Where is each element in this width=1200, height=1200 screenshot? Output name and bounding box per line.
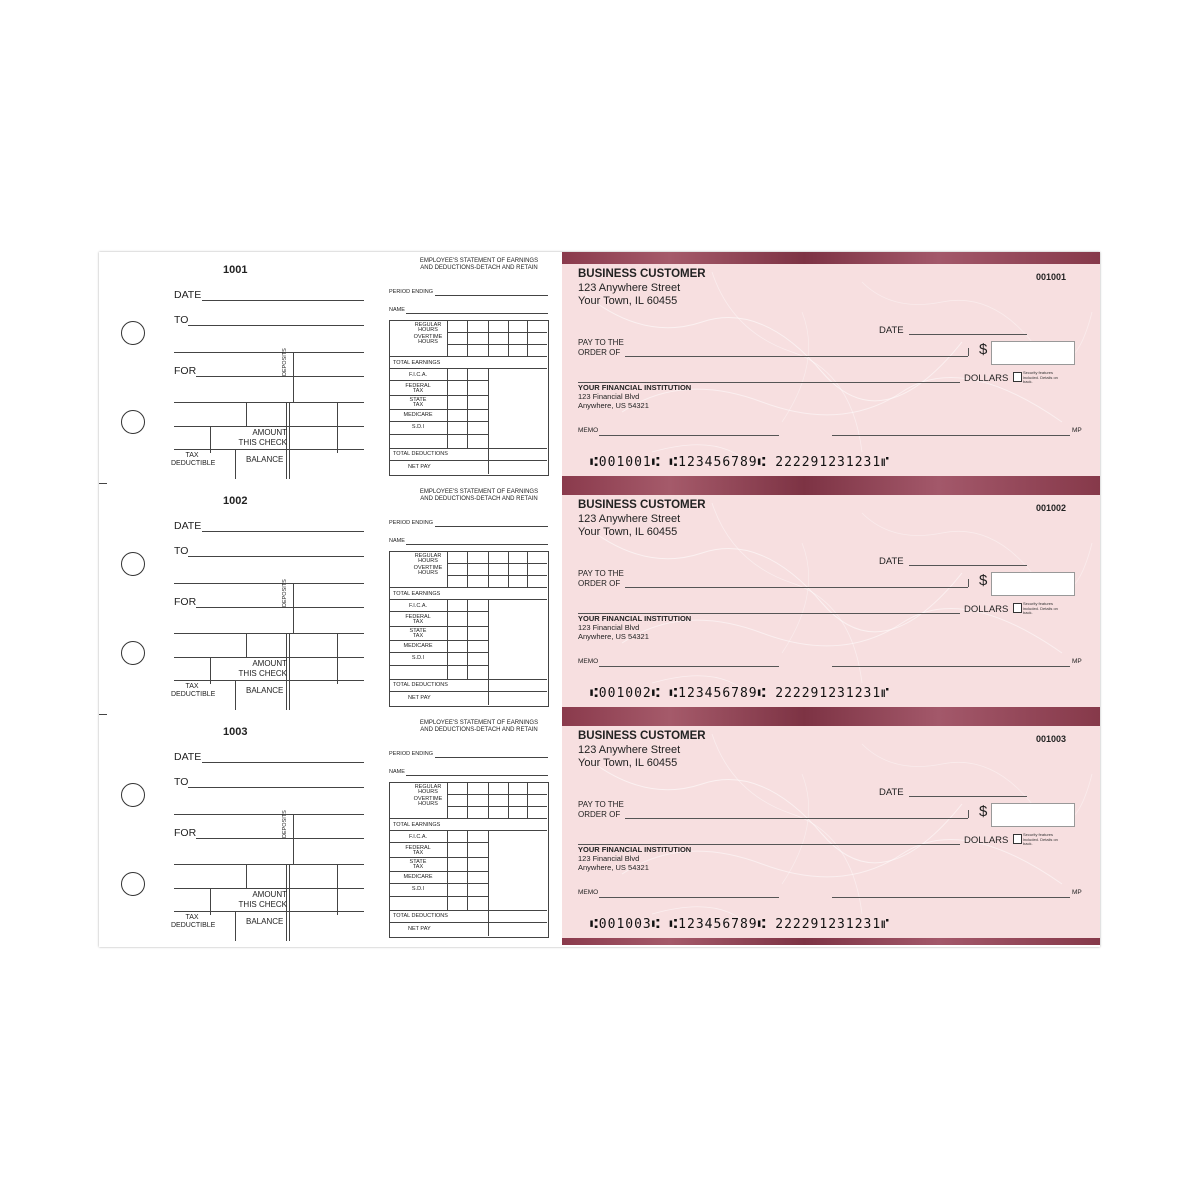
grid-h2 (447, 344, 547, 345)
period-ending-label: PERIOD ENDING (389, 520, 434, 526)
check (562, 714, 1100, 945)
check-date-label: DATE (879, 325, 904, 336)
check-date-line (909, 796, 1027, 797)
stub-deposits-label: DEPOSITS (282, 810, 288, 838)
stub-deposit-divider (293, 814, 294, 864)
dollar-sign: $ (979, 341, 988, 358)
grid-v3 (488, 551, 489, 587)
stub-v1 (246, 633, 247, 657)
amount-box[interactable] (991, 803, 1075, 827)
stub-v4 (337, 864, 338, 915)
amount-box[interactable] (991, 572, 1075, 596)
stub-for-line-right (293, 376, 364, 377)
overtime-hours-label-2: HOURS (418, 339, 438, 345)
check-row (99, 714, 1100, 945)
overtime-hours-label-2: HOURS (418, 801, 438, 807)
pay-to-label-2: ORDER OF (578, 810, 621, 819)
overtime-hours-label-1: OVERTIME (413, 796, 443, 802)
stub-to-line (188, 325, 364, 326)
stub-for-line-right (293, 838, 364, 839)
grid-h9 (389, 665, 488, 666)
stub-to-line (188, 556, 364, 557)
check-top-band (562, 483, 1100, 495)
micr-line: ⑆001003⑆ ⑆123456789⑆ 222291231231⑈ (590, 917, 890, 932)
grid-v4 (508, 551, 509, 587)
grid-h10 (389, 448, 547, 449)
grid-v4 (508, 782, 509, 818)
customer-name: BUSINESS CUSTOMER (578, 499, 706, 511)
stub-number: 1002 (223, 495, 248, 507)
check-number: 001001 (1036, 272, 1067, 282)
dollar-sign: $ (979, 572, 988, 589)
signature-line (832, 897, 1070, 898)
binder-hole (121, 321, 145, 345)
state-tax-label-2: TAX (412, 864, 424, 870)
grid-v4 (508, 320, 509, 356)
binder-hole (121, 872, 145, 896)
bank-name: YOUR FINANCIAL INSTITUTION (578, 845, 692, 854)
grid-h5 (389, 842, 488, 843)
regular-hours-label-2: HOURS (418, 327, 438, 333)
state-tax-label-2: TAX (412, 633, 424, 639)
customer-address-2: Your Town, IL 60455 (578, 757, 678, 769)
bank-address-2: Anywhere, US 54321 (578, 632, 649, 641)
federal-tax-label-2: TAX (412, 388, 424, 394)
stub-deposit-divider (293, 583, 294, 633)
customer-address-1: 123 Anywhere Street (578, 513, 681, 525)
grid-v5 (527, 782, 528, 818)
stub-amount-label-1: AMOUNT (252, 659, 287, 668)
earnings-title-1: EMPLOYEE'S STATEMENT OF EARNINGS (419, 489, 539, 495)
grid-v2 (467, 551, 468, 587)
grid-v8 (488, 830, 489, 910)
check-date-line (909, 565, 1027, 566)
check-row (99, 483, 1100, 714)
earnings-title-1: EMPLOYEE'S STATEMENT OF EARNINGS (419, 720, 539, 726)
federal-tax-label-2: TAX (412, 850, 424, 856)
security-note: Security features included. Details on back. (1023, 370, 1058, 384)
mp-label: MP (1072, 658, 1082, 665)
stub-v1 (246, 402, 247, 426)
customer-address-2: Your Town, IL 60455 (578, 295, 678, 307)
security-note: Security features included. Details on back. (1023, 832, 1058, 846)
grid-h4 (389, 830, 547, 831)
binder-hole (121, 410, 145, 434)
stub-line-a (174, 864, 364, 865)
regular-hours-label-2: HOURS (418, 558, 438, 564)
grid-v2 (467, 320, 468, 356)
grid-v3 (488, 782, 489, 818)
pay-to-label-1: PAY TO THE (578, 569, 624, 578)
grid-h8 (389, 883, 488, 884)
grid-v5 (527, 551, 528, 587)
sdi-label: S.D.I (411, 424, 425, 430)
stub-tax-label-2: DEDUCTIBLE (171, 691, 216, 698)
fica-label: F.I.C.A. (408, 372, 428, 378)
stub-v6 (235, 680, 236, 710)
name-line (406, 544, 548, 545)
name-label: NAME (389, 538, 405, 544)
pay-to-label-2: ORDER OF (578, 579, 621, 588)
dollars-label: DOLLARS (964, 373, 1009, 384)
check-date-line (909, 334, 1027, 335)
state-tax-label-1: STATE (409, 859, 427, 865)
check-number: 001003 (1036, 734, 1067, 744)
sdi-label: S.D.I (411, 886, 425, 892)
grid-h10 (389, 679, 547, 680)
state-tax-label-1: STATE (409, 628, 427, 634)
stub-tax-label-1: TAX (185, 914, 199, 921)
grid-h10 (389, 910, 547, 911)
micr-line: ⑆001002⑆ ⑆123456789⑆ 222291231231⑈ (590, 686, 890, 701)
dollars-label: DOLLARS (964, 604, 1009, 615)
grid-v9 (488, 679, 489, 705)
stub-balance-label: BALANCE (246, 455, 284, 464)
state-tax-label-1: STATE (409, 397, 427, 403)
overtime-hours-label-2: HOURS (418, 570, 438, 576)
grid-h8 (389, 421, 488, 422)
earnings-title-2: AND DEDUCTIONS-DETACH AND RETAIN (420, 496, 538, 502)
grid-h3 (389, 818, 547, 819)
check-date-label: DATE (879, 556, 904, 567)
bank-address-2: Anywhere, US 54321 (578, 401, 649, 410)
signature-line (832, 666, 1070, 667)
period-ending-line (435, 526, 548, 527)
payee-line (625, 818, 968, 819)
grid-h11 (389, 460, 547, 461)
stub-tax-label-2: DEDUCTIBLE (171, 922, 216, 929)
grid-v5 (527, 320, 528, 356)
grid-v8 (488, 368, 489, 448)
grid-h3 (389, 356, 547, 357)
stub-amount-label-2: THIS CHECK (238, 438, 287, 447)
federal-tax-label-2: TAX (412, 619, 424, 625)
period-ending-label: PERIOD ENDING (389, 751, 434, 757)
customer-name: BUSINESS CUSTOMER (578, 730, 706, 742)
total-earnings-label: TOTAL EARNINGS (393, 360, 441, 366)
stub-v6 (235, 449, 236, 479)
customer-address-2: Your Town, IL 60455 (578, 526, 678, 538)
payee-line (625, 587, 968, 588)
stub-to-label: TO (174, 314, 189, 326)
stub-amount-label-1: AMOUNT (252, 428, 287, 437)
grid-h6 (389, 395, 488, 396)
stub-balance-label: BALANCE (246, 686, 284, 695)
bank-name: YOUR FINANCIAL INSTITUTION (578, 383, 692, 392)
check-top-band (562, 714, 1100, 726)
fica-label: F.I.C.A. (408, 603, 428, 609)
binder-hole (121, 552, 145, 576)
grid-h6 (389, 626, 488, 627)
amount-box[interactable] (991, 341, 1075, 365)
micr-line: ⑆001001⑆ ⑆123456789⑆ 222291231231⑈ (590, 455, 890, 470)
grid-h8 (389, 652, 488, 653)
net-pay-label: NET PAY (408, 464, 431, 470)
regular-hours-label-1: REGULAR (414, 322, 442, 328)
stub-line-c (174, 449, 364, 450)
grid-h1 (447, 794, 547, 795)
total-earnings-label: TOTAL EARNINGS (393, 822, 441, 828)
stub-v8 (289, 449, 290, 479)
payee-line (625, 356, 968, 357)
grid-v3 (488, 320, 489, 356)
federal-tax-label-1: FEDERAL (405, 614, 431, 620)
stub-amount-label-2: THIS CHECK (238, 669, 287, 678)
grid-v8 (488, 599, 489, 679)
stub-v3 (289, 633, 290, 684)
check-bottom-band (562, 707, 1100, 714)
stub-to-line (188, 787, 364, 788)
stub-to-line-2 (174, 814, 364, 815)
tear-mark (99, 483, 107, 484)
grid-v2 (467, 782, 468, 818)
federal-tax-label-1: FEDERAL (405, 383, 431, 389)
earnings-title-2: AND DEDUCTIONS-DETACH AND RETAIN (420, 727, 538, 733)
pay-to-label-1: PAY TO THE (578, 800, 624, 809)
check-number: 001002 (1036, 503, 1067, 513)
fica-label: F.I.C.A. (408, 834, 428, 840)
stub-date-line (202, 300, 364, 301)
padlock-icon (1013, 603, 1022, 613)
period-ending-line (435, 295, 548, 296)
grid-h7 (389, 871, 488, 872)
memo-line (599, 435, 779, 436)
sdi-label: S.D.I (411, 655, 425, 661)
memo-line (599, 897, 779, 898)
overtime-hours-label-1: OVERTIME (413, 334, 443, 340)
stub-v3 (289, 402, 290, 453)
stub-line-a (174, 633, 364, 634)
memo-label: MEMO (578, 658, 599, 665)
stub-deposits-label: DEPOSITS (282, 579, 288, 607)
stub-to-line-2 (174, 583, 364, 584)
memo-label: MEMO (578, 889, 599, 896)
mp-label: MP (1072, 427, 1082, 434)
grid-h4 (389, 599, 547, 600)
stub-v6 (235, 911, 236, 941)
dollar-sign: $ (979, 803, 988, 820)
memo-line (599, 666, 779, 667)
customer-name: BUSINESS CUSTOMER (578, 268, 706, 280)
check-bottom-band (562, 476, 1100, 483)
stub-date-label: DATE (174, 751, 202, 763)
check-row (99, 252, 1100, 483)
stub-number: 1001 (223, 264, 248, 276)
period-ending-line (435, 757, 548, 758)
security-note: Security features included. Details on back. (1023, 601, 1058, 615)
stub-to-label: TO (174, 545, 189, 557)
grid-h4 (389, 368, 547, 369)
bank-address-1: 123 Financial Blvd (578, 623, 640, 632)
padlock-icon (1013, 834, 1022, 844)
bank-address-1: 123 Financial Blvd (578, 392, 640, 401)
payee-line-end (968, 810, 969, 818)
stub-for-line (196, 838, 293, 839)
stub-date-label: DATE (174, 520, 202, 532)
grid-h9 (389, 434, 488, 435)
stub-v3 (289, 864, 290, 915)
grid-h1 (447, 332, 547, 333)
customer-address-1: 123 Anywhere Street (578, 744, 681, 756)
stub-deposit-divider (293, 352, 294, 402)
stub-to-line-2 (174, 352, 364, 353)
grid-h9 (389, 896, 488, 897)
medicare-label: MEDICARE (403, 643, 433, 649)
grid-v9 (488, 448, 489, 474)
regular-hours-label-1: REGULAR (414, 784, 442, 790)
stub-for-label: FOR (174, 596, 197, 608)
total-earnings-label: TOTAL EARNINGS (393, 591, 441, 597)
payee-line-end (968, 579, 969, 587)
stub-line-c (174, 911, 364, 912)
name-label: NAME (389, 769, 405, 775)
stub-to-label: TO (174, 776, 189, 788)
net-pay-label: NET PAY (408, 695, 431, 701)
medicare-label: MEDICARE (403, 874, 433, 880)
stub-date-line (202, 531, 364, 532)
grid-h6 (389, 857, 488, 858)
signature-line (832, 435, 1070, 436)
stub-date-line (202, 762, 364, 763)
stub-for-line (196, 607, 293, 608)
stub-balance-label: BALANCE (246, 917, 284, 926)
memo-label: MEMO (578, 427, 599, 434)
stub-line-a (174, 402, 364, 403)
grid-h5 (389, 380, 488, 381)
stub-v7 (286, 449, 287, 479)
stub-date-label: DATE (174, 289, 202, 301)
bank-name: YOUR FINANCIAL INSTITUTION (578, 614, 692, 623)
stub-v7 (286, 680, 287, 710)
medicare-label: MEDICARE (403, 412, 433, 418)
name-line (406, 313, 548, 314)
stub-line-b (174, 888, 364, 889)
grid-v9 (488, 910, 489, 936)
payee-line-end (968, 348, 969, 356)
customer-address-1: 123 Anywhere Street (578, 282, 681, 294)
check (562, 252, 1100, 483)
stub-v8 (289, 911, 290, 941)
grid-h1 (447, 563, 547, 564)
stub-tax-label-1: TAX (185, 683, 199, 690)
regular-hours-label-1: REGULAR (414, 553, 442, 559)
stub-for-label: FOR (174, 365, 197, 377)
name-line (406, 775, 548, 776)
padlock-icon (1013, 372, 1022, 382)
stub-v8 (289, 680, 290, 710)
stub-amount-label-2: THIS CHECK (238, 900, 287, 909)
grid-h5 (389, 611, 488, 612)
stub-v7 (286, 911, 287, 941)
stub-line-c (174, 680, 364, 681)
stub-tax-label-2: DEDUCTIBLE (171, 460, 216, 467)
grid-h7 (389, 640, 488, 641)
check-date-label: DATE (879, 787, 904, 798)
total-deductions-label: TOTAL DEDUCTIONS (393, 682, 448, 688)
bank-address-2: Anywhere, US 54321 (578, 863, 649, 872)
stub-deposits-label: DEPOSITS (282, 348, 288, 376)
net-pay-label: NET PAY (408, 926, 431, 932)
binder-hole (121, 641, 145, 665)
dollars-label: DOLLARS (964, 835, 1009, 846)
check (562, 483, 1100, 714)
overtime-hours-label-1: OVERTIME (413, 565, 443, 571)
bank-address-1: 123 Financial Blvd (578, 854, 640, 863)
pay-to-label-2: ORDER OF (578, 348, 621, 357)
grid-h2 (447, 575, 547, 576)
grid-h11 (389, 922, 547, 923)
regular-hours-label-2: HOURS (418, 789, 438, 795)
check-sheet (99, 252, 1100, 947)
check-top-band (562, 252, 1100, 264)
check-bottom-band (562, 938, 1100, 945)
total-deductions-label: TOTAL DEDUCTIONS (393, 451, 448, 457)
federal-tax-label-1: FEDERAL (405, 845, 431, 851)
total-deductions-label: TOTAL DEDUCTIONS (393, 913, 448, 919)
name-label: NAME (389, 307, 405, 313)
stub-line-b (174, 657, 364, 658)
mp-label: MP (1072, 889, 1082, 896)
grid-h3 (389, 587, 547, 588)
stub-v1 (246, 864, 247, 888)
stub-v4 (337, 402, 338, 453)
earnings-title-2: AND DEDUCTIONS-DETACH AND RETAIN (420, 265, 538, 271)
pay-to-label-1: PAY TO THE (578, 338, 624, 347)
tear-mark (99, 714, 107, 715)
stub-v4 (337, 633, 338, 684)
stub-for-line-right (293, 607, 364, 608)
stub-amount-label-1: AMOUNT (252, 890, 287, 899)
earnings-title-1: EMPLOYEE'S STATEMENT OF EARNINGS (419, 258, 539, 264)
stub-line-b (174, 426, 364, 427)
stub-for-line (196, 376, 293, 377)
grid-h2 (447, 806, 547, 807)
state-tax-label-2: TAX (412, 402, 424, 408)
grid-h11 (389, 691, 547, 692)
binder-hole (121, 783, 145, 807)
stub-tax-label-1: TAX (185, 452, 199, 459)
stub-number: 1003 (223, 726, 248, 738)
grid-h7 (389, 409, 488, 410)
period-ending-label: PERIOD ENDING (389, 289, 434, 295)
stub-for-label: FOR (174, 827, 197, 839)
